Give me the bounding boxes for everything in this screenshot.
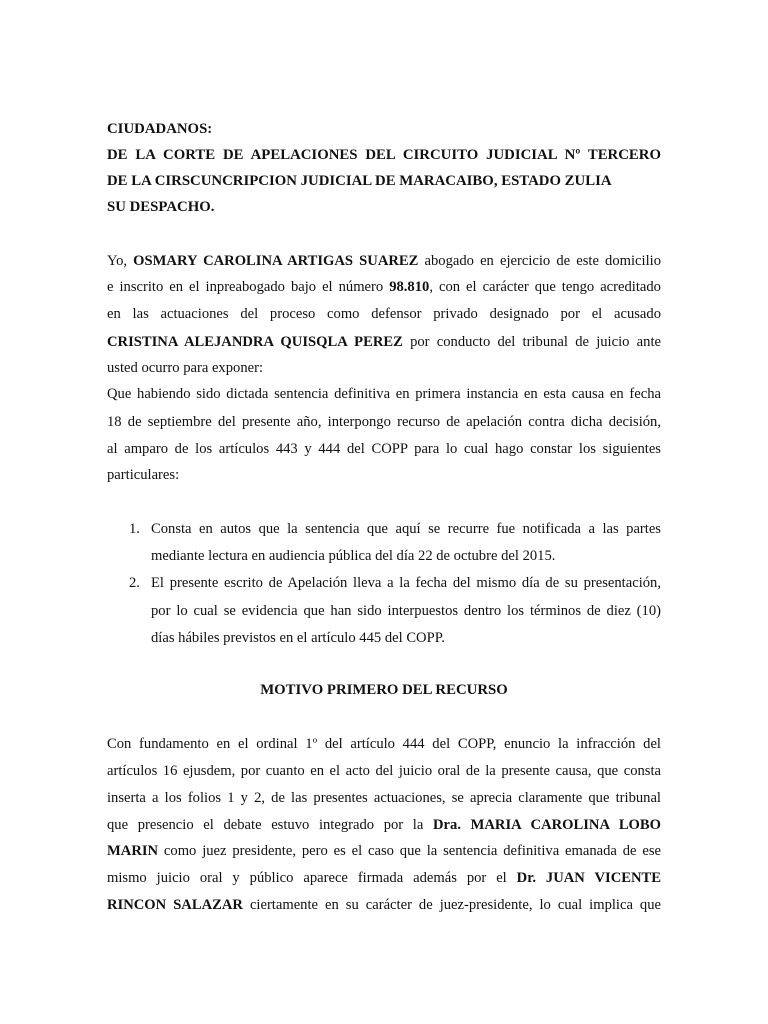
- section-line-6: [107, 865, 661, 891]
- section-text: que presencio el debate estuvo integrado por la: [107, 817, 433, 833]
- intro-line-2: [107, 274, 661, 300]
- intro-line-3: en las actuaciones del proceso como defensor privado designado por el acusado: [107, 306, 661, 322]
- header-line-4: SU DESPACHO.: [107, 199, 215, 215]
- list-item-1-line-1: Consta en autos que la sentencia que aquí se recurre fue notificada a las partes: [151, 521, 661, 537]
- list-number-2: 2.: [129, 575, 140, 591]
- section-text: ciertamente en su carácter de juez-presidente, lo cual implica que: [242, 897, 661, 913]
- header-line-3: DE LA CIRSCUNCRIPCION JUDICIAL DE MARACAIBO, ESTADO ZULIA: [107, 173, 612, 189]
- judge-name-1-cont: MARIN: [107, 843, 159, 859]
- attorney-name: OSMARY CAROLINA ARTIGAS SUAREZ: [133, 253, 419, 269]
- header-line-2: DE LA CORTE DE APELACIONES DEL CIRCUITO JUDICIAL Nº TERCERO: [107, 147, 661, 163]
- section-title: MOTIVO PRIMERO DEL RECURSO: [260, 682, 508, 698]
- intro-text: e inscrito en el inpreabogado bajo el número: [107, 279, 390, 295]
- intro-text: abogado en ejercicio de este domicilio: [418, 253, 661, 269]
- intro-line-8: al amparo de los artículos 443 y 444 del COPP para lo cual hago constar los siguientes: [107, 441, 661, 457]
- intro-text: por conducto del tribunal de juicio ante: [402, 334, 661, 350]
- section-text: mismo juicio oral y público aparece firmada además por el: [107, 870, 517, 886]
- judge-name-2-cont: RINCON SALAZAR: [107, 897, 243, 913]
- intro-line-1: [107, 248, 661, 274]
- intro-line-6: Que habiendo sido dictada sentencia definitiva en primera instancia en esta causa en fecha: [107, 386, 661, 402]
- section-line-1: Con fundamento en el ordinal 1º del artículo 444 del COPP, enuncio la infracción del: [107, 736, 661, 752]
- section-line-5: [107, 838, 661, 864]
- intro-text: Yo,: [107, 253, 134, 269]
- intro-line-9: particulares:: [107, 467, 180, 483]
- intro-line-5: usted ocurro para exponer:: [107, 360, 264, 376]
- header-line-1: CIUDADANOS:: [107, 121, 213, 137]
- list-item-2-line-2: por lo cual se evidencia que han sido interpuestos dentro los términos de diez (10): [151, 603, 661, 619]
- list-item-2-line-3: días hábiles previstos en el artículo 445 del COPP.: [151, 630, 445, 646]
- intro-line-7: 18 de septiembre del presente año, interpongo recurso de apelación contra dicha decisión,: [107, 414, 661, 430]
- list-item-1-line-2: mediante lectura en audiencia pública del día 22 de octubre del 2015.: [151, 548, 556, 564]
- section-text: como juez presidente, pero es el caso que la sentencia definitiva emanada de ese: [158, 843, 661, 859]
- list-item-2-line-1: El presente escrito de Apelación lleva a la fecha del mismo día de su presentación,: [151, 575, 661, 591]
- section-line-2: artículos 16 ejusdem, por cuanto en el acto del juicio oral de la presente causa, que consta: [107, 763, 661, 779]
- intro-text: , con el carácter que tengo acreditado: [429, 279, 661, 295]
- bar-number: 98.810: [389, 279, 430, 295]
- section-line-4: [107, 812, 661, 838]
- intro-line-4: [107, 329, 661, 355]
- judge-name-2: Dr. JUAN VICENTE: [516, 870, 661, 886]
- section-line-3: inserta a los folios 1 y 2, de las presentes actuaciones, se aprecia claramente que tribunal: [107, 790, 661, 806]
- section-line-7: [107, 892, 661, 918]
- list-number-1: 1.: [129, 521, 140, 537]
- judge-name-1: Dra. MARIA CAROLINA LOBO: [433, 817, 661, 833]
- defendant-name: CRISTINA ALEJANDRA QUISQLA PEREZ: [107, 334, 403, 350]
